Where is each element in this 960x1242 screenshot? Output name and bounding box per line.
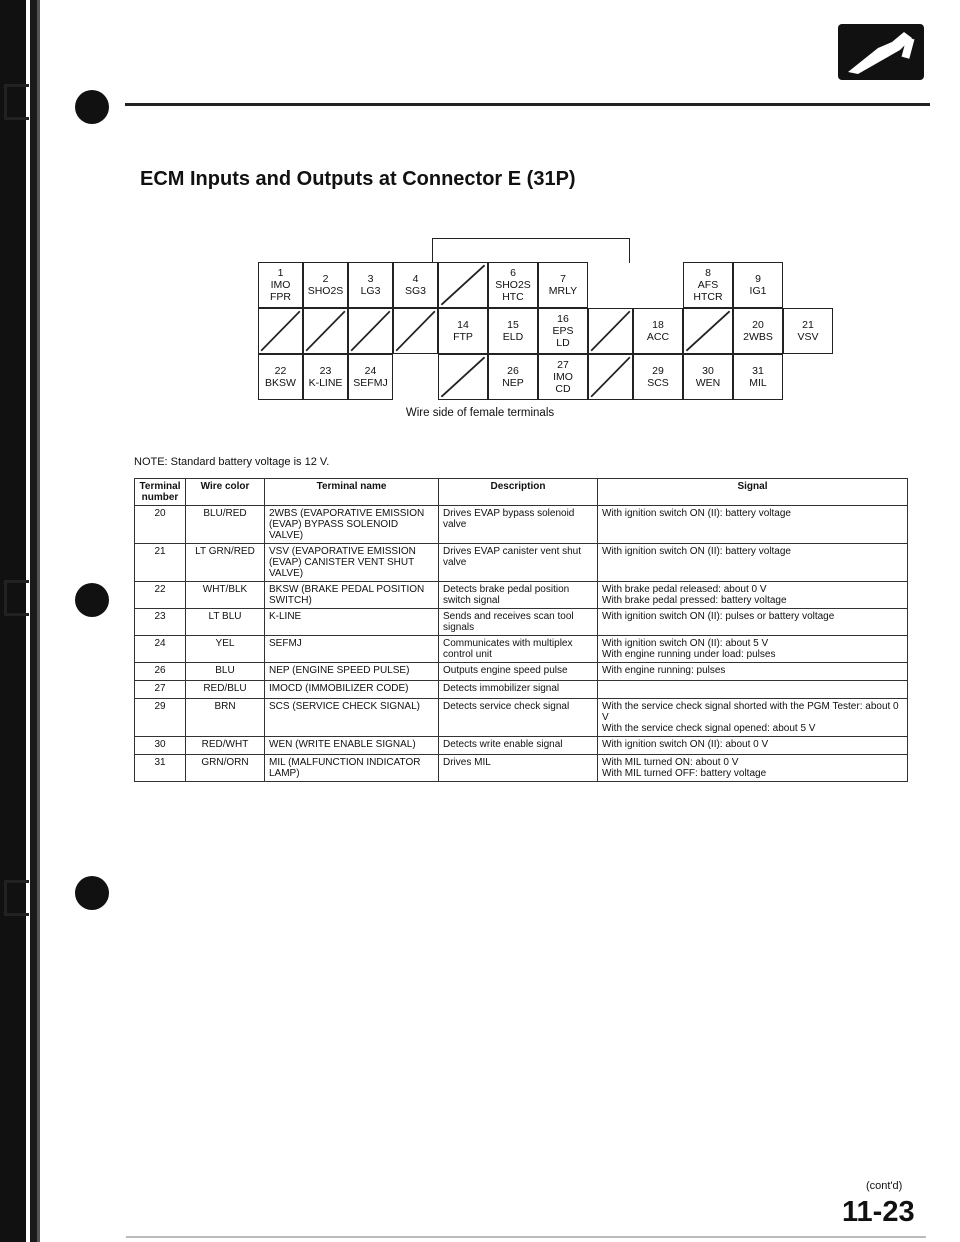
pin-number: 23 — [319, 365, 332, 377]
cell-signal: With ignition switch ON (II): battery voltage — [598, 544, 908, 582]
cell-terminal-number: 20 — [135, 506, 186, 544]
pin-signal: FTP — [453, 331, 473, 343]
table-row — [135, 506, 908, 544]
cell-terminal-number: 24 — [135, 636, 186, 663]
cell-terminal-name: WEN (WRITE ENABLE SIGNAL) — [265, 737, 439, 755]
pin-signal: K-LINE — [308, 377, 343, 389]
pin-number: 9 — [755, 273, 761, 285]
empty-cavity — [438, 262, 488, 308]
footer-rule — [126, 1236, 926, 1238]
pin-number: 30 — [702, 365, 714, 377]
cell-description: Outputs engine speed pulse — [439, 663, 598, 681]
cell-wire-color: WHT/BLK — [186, 582, 265, 609]
pin-signal: EPS LD — [552, 325, 574, 349]
cell-description: Sends and receives scan tool signals — [439, 609, 598, 636]
binding-edge — [0, 0, 26, 1242]
pin-number: 26 — [507, 365, 519, 377]
pin-number: 7 — [560, 273, 566, 285]
pin-signal: IMO CD — [553, 371, 573, 395]
cell-terminal-number: 31 — [135, 755, 186, 782]
pin-number: 29 — [652, 365, 664, 377]
cell-description: Drives EVAP bypass solenoid valve — [439, 506, 598, 544]
cell-wire-color: RED/BLU — [186, 681, 265, 699]
pin-signal: MIL — [749, 377, 767, 389]
pin-signal: WEN — [695, 377, 721, 389]
connector-pin — [393, 262, 438, 308]
pin-number: 16 — [557, 313, 569, 325]
margin-bracket — [4, 580, 29, 616]
cell-description: Detects immobilizer signal — [439, 681, 598, 699]
connector-pin — [733, 308, 783, 354]
connector-pin — [733, 262, 783, 308]
cell-terminal-name: SEFMJ — [265, 636, 439, 663]
pin-signal: NEP — [502, 377, 524, 389]
pin-signal: VSV — [797, 331, 819, 343]
cell-signal: With ignition switch ON (II): battery voltage — [598, 506, 908, 544]
cell-wire-color: BRN — [186, 699, 265, 737]
margin-bracket — [4, 880, 29, 916]
pin-number: 6 — [510, 267, 516, 279]
cell-description: Detects write enable signal — [439, 737, 598, 755]
page-number: 11-23 — [842, 1196, 915, 1228]
connector-caption: Wire side of female terminals — [405, 407, 555, 419]
connector-pin — [633, 354, 683, 400]
pin-number: 27 — [557, 359, 569, 371]
connector-pin — [538, 262, 588, 308]
table-row — [135, 544, 908, 582]
connector-pin — [303, 262, 348, 308]
header-description: Description — [439, 479, 598, 506]
connector-pin — [348, 262, 393, 308]
cell-wire-color: LT BLU — [186, 609, 265, 636]
connector-pin — [303, 354, 348, 400]
cell-terminal-number: 21 — [135, 544, 186, 582]
cell-terminal-name: BKSW (BRAKE PEDAL POSITION SWITCH) — [265, 582, 439, 609]
cell-signal: With ignition switch ON (II): pulses or battery voltage — [598, 609, 908, 636]
cell-terminal-number: 30 — [135, 737, 186, 755]
empty-cavity — [683, 308, 733, 354]
margin-bracket — [4, 84, 29, 120]
table-row — [135, 636, 908, 663]
header-terminal-number: Terminal number — [135, 479, 186, 506]
pin-number: 20 — [752, 319, 764, 331]
pin-signal: ELD — [502, 331, 524, 343]
cell-signal: With brake pedal released: about 0 V With brake pedal pressed: battery voltage — [598, 582, 908, 609]
table-row — [135, 737, 908, 755]
cell-description: Communicates with multiplex control unit — [439, 636, 598, 663]
connector-pin — [348, 354, 393, 400]
pin-signal: AFS HTCR — [693, 279, 723, 303]
pin-signal: SHO2S — [307, 285, 344, 297]
connector-pin — [258, 262, 303, 308]
connector-pin — [683, 262, 733, 308]
cell-wire-color: GRN/ORN — [186, 755, 265, 782]
cell-signal: With ignition switch ON (II): about 0 V — [598, 737, 908, 755]
pin-signal: SCS — [647, 377, 669, 389]
cell-terminal-number: 27 — [135, 681, 186, 699]
table-row — [135, 582, 908, 609]
cell-signal: With ignition switch ON (II): about 5 V With engine running under load: pulses — [598, 636, 908, 663]
binding-edge-strip — [37, 0, 40, 1242]
voltage-note: NOTE: Standard battery voltage is 12 V. — [134, 456, 330, 468]
empty-cavity — [393, 308, 438, 354]
connector-pin — [538, 354, 588, 400]
cell-terminal-number: 23 — [135, 609, 186, 636]
pin-number: 8 — [705, 267, 711, 279]
connector-pin — [783, 308, 833, 354]
connector-pin — [488, 354, 538, 400]
cell-terminal-name: K-LINE — [265, 609, 439, 636]
pin-number: 24 — [364, 365, 377, 377]
pin-number: 22 — [274, 365, 287, 377]
empty-cavity — [258, 308, 303, 354]
connector-pin — [633, 308, 683, 354]
empty-cavity — [588, 354, 633, 400]
empty-cavity — [348, 308, 393, 354]
pin-signal: BKSW — [265, 377, 296, 389]
pin-signal: SG3 — [404, 285, 426, 297]
cell-terminal-number: 26 — [135, 663, 186, 681]
connector-hood — [432, 238, 630, 263]
terminal-table — [134, 478, 908, 782]
pin-signal: IMO FPR — [270, 279, 291, 303]
cell-wire-color: BLU — [186, 663, 265, 681]
cell-terminal-name: 2WBS (EVAPORATIVE EMISSION (EVAP) BYPASS SOLENOID VALVE) — [265, 506, 439, 544]
pin-number: 18 — [652, 319, 664, 331]
connector-pin — [733, 354, 783, 400]
cell-terminal-name: SCS (SERVICE CHECK SIGNAL) — [265, 699, 439, 737]
cell-terminal-name: NEP (ENGINE SPEED PULSE) — [265, 663, 439, 681]
connector-pin — [538, 308, 588, 354]
cell-signal: With engine running: pulses — [598, 663, 908, 681]
table-row — [135, 681, 908, 699]
cell-description: Drives MIL — [439, 755, 598, 782]
header-wire-color: Wire color — [186, 479, 265, 506]
continued-note: (cont'd) — [866, 1180, 903, 1192]
pin-number: 4 — [412, 273, 419, 285]
cell-wire-color: RED/WHT — [186, 737, 265, 755]
table-header-row — [135, 479, 908, 506]
cell-terminal-number: 22 — [135, 582, 186, 609]
cell-wire-color: YEL — [186, 636, 265, 663]
connector-pin — [488, 262, 538, 308]
connector-pin — [258, 354, 303, 400]
pin-signal: IG1 — [749, 285, 767, 297]
pin-signal: 2WBS — [743, 331, 773, 343]
section-dot — [75, 90, 109, 124]
pin-signal: MRLY — [548, 285, 578, 297]
cell-signal — [598, 681, 908, 699]
pin-number: 3 — [367, 273, 374, 285]
connector-pin — [683, 354, 733, 400]
pin-number: 21 — [802, 319, 814, 331]
cell-terminal-name: VSV (EVAPORATIVE EMISSION (EVAP) CANISTER VENT SHUT VALVE) — [265, 544, 439, 582]
empty-cavity — [438, 354, 488, 400]
connector-pin — [488, 308, 538, 354]
pin-signal: SHO2S HTC — [495, 279, 531, 303]
empty-cavity — [303, 308, 348, 354]
table-row — [135, 699, 908, 737]
pin-number: 31 — [752, 365, 764, 377]
table-row — [135, 663, 908, 681]
cell-wire-color: BLU/RED — [186, 506, 265, 544]
cell-description: Detects brake pedal position switch signal — [439, 582, 598, 609]
section-logo — [838, 24, 924, 80]
cell-terminal-name: MIL (MALFUNCTION INDICATOR LAMP) — [265, 755, 439, 782]
pin-number: 1 — [277, 267, 284, 279]
header-rule — [125, 103, 930, 106]
cell-signal: With MIL turned ON: about 0 V With MIL turned OFF: battery voltage — [598, 755, 908, 782]
table-row — [135, 755, 908, 782]
pin-signal: SEFMJ — [353, 377, 388, 389]
pin-signal: LG3 — [360, 285, 381, 297]
cell-signal: With the service check signal shorted with the PGM Tester: about 0 V With the service check signal opened: about 5 V — [598, 699, 908, 737]
cell-wire-color: LT GRN/RED — [186, 544, 265, 582]
section-dot — [75, 876, 109, 910]
empty-cavity — [588, 308, 633, 354]
page-title: ECM Inputs and Outputs at Connector E (31P) — [140, 168, 576, 190]
pin-signal: ACC — [646, 331, 670, 343]
pin-number: 15 — [507, 319, 519, 331]
table-row — [135, 609, 908, 636]
section-dot — [75, 583, 109, 617]
header-signal: Signal — [598, 479, 908, 506]
connector-pin — [438, 308, 488, 354]
cell-description: Drives EVAP canister vent shut valve — [439, 544, 598, 582]
pin-number: 2 — [322, 273, 329, 285]
header-terminal-name: Terminal name — [265, 479, 439, 506]
pin-number: 14 — [457, 319, 469, 331]
cell-description: Detects service check signal — [439, 699, 598, 737]
cell-terminal-number: 29 — [135, 699, 186, 737]
cell-terminal-name: IMOCD (IMMOBILIZER CODE) — [265, 681, 439, 699]
